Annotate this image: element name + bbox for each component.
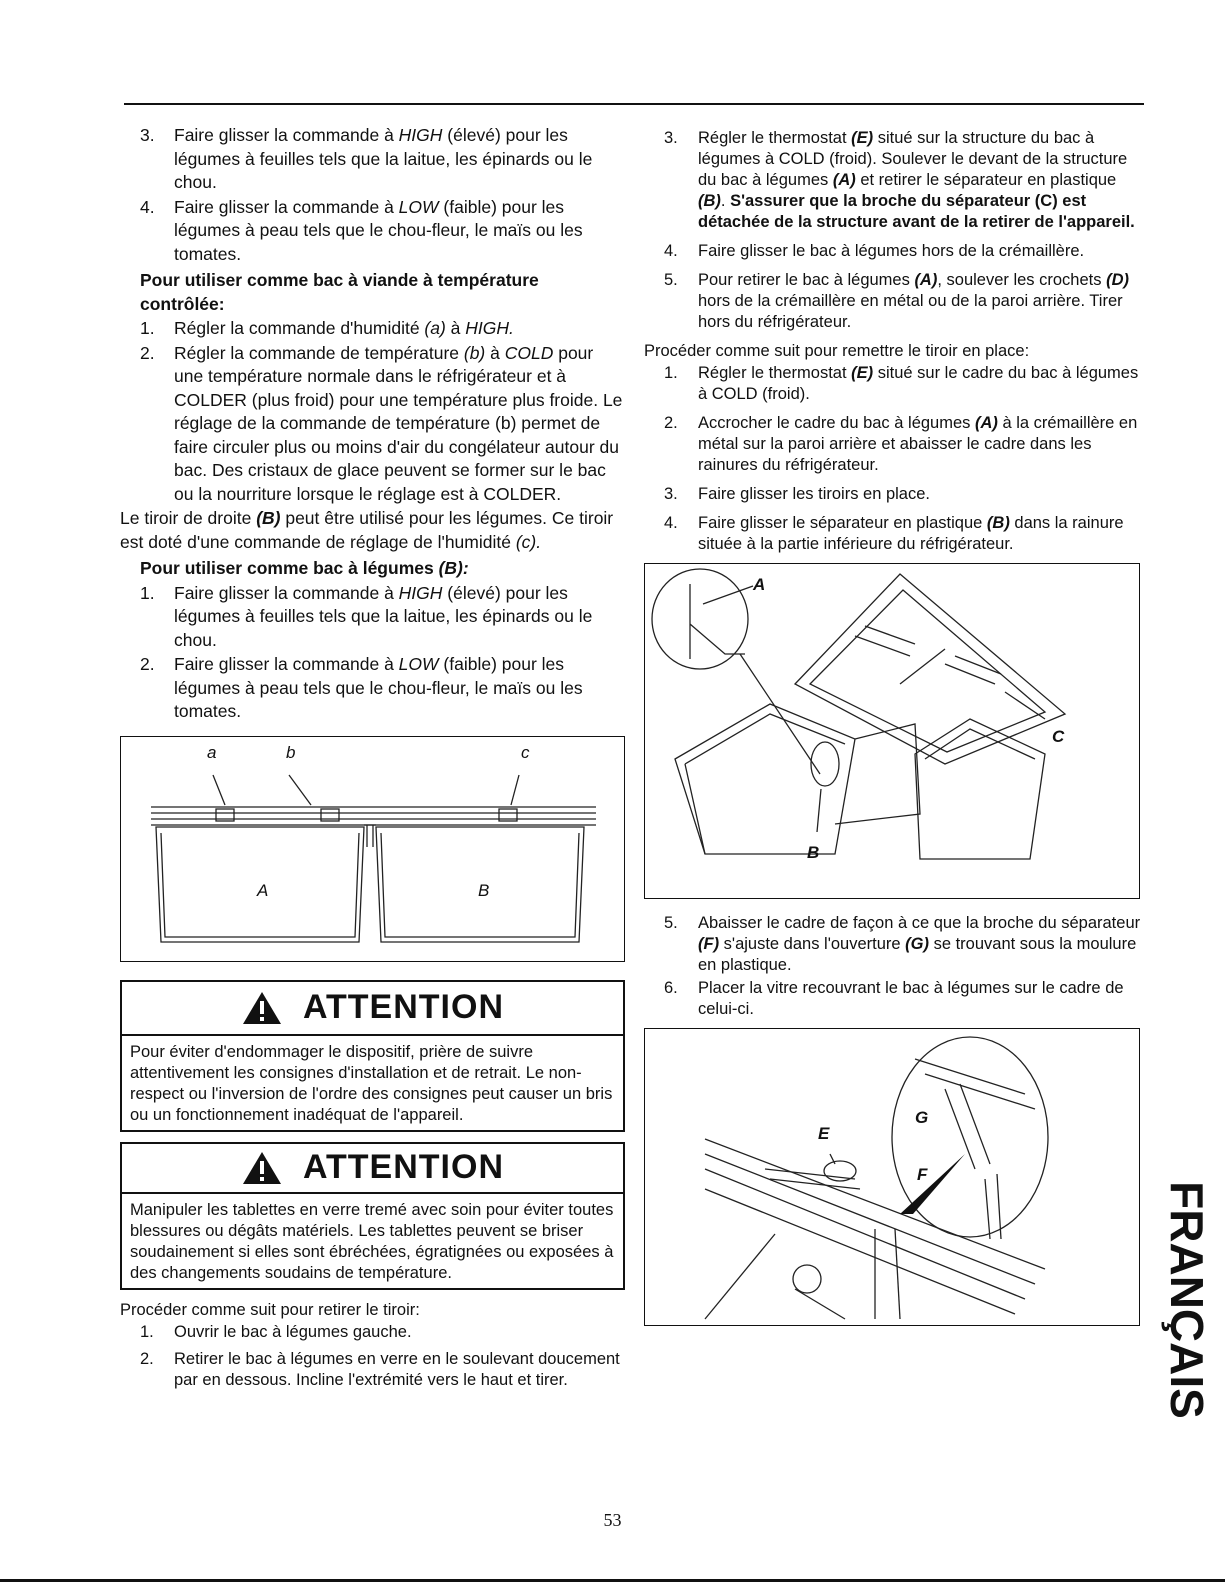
crisper-bins-illustration: [121, 737, 621, 961]
label-e: E: [818, 1124, 830, 1143]
list-item: 3. Régler le thermostat (E) situé sur la structure du bac à légumes à COLD (froid). Soulever le devant de la structure du bac à légumes (A) et retirer le séparateur en plastique (B). S'assurer que la broche du séparateur (C) est détachée de la structure avant de la retirer de l'appareil.: [664, 129, 1135, 231]
label-bin-a: A: [257, 880, 269, 900]
list-item: 4. Faire glisser le séparateur en plastique (B) dans la rainure située à la partie inférieure du réfrigérateur.: [664, 514, 1124, 553]
pointer-arrow: [900, 1154, 965, 1214]
drawer-assembly-figure: [644, 563, 1140, 899]
list-item: 1. Régler la commande d'humidité (a) à HIGH.: [140, 318, 514, 338]
label-f: F: [917, 1165, 928, 1184]
attention-heading: ATTENTION: [122, 982, 623, 1036]
label-b: b: [286, 742, 296, 762]
list-item: 1. Régler le thermostat (E) situé sur le cadre du bac à légumes à COLD (froid).: [664, 364, 1139, 403]
label-b: B: [807, 843, 820, 862]
left-column: [120, 124, 625, 1392]
attention-body: Pour éviter d'endommager le dispositif, prière de suivre attentivement les consignes d'installation et de retrait. Le non-respect ou l'inversion de l'ordre des consignes peut causer un bris ou un fonctionnement inadéquat de l'appareil.: [130, 1042, 613, 1124]
list-item: 3. Faire glisser la commande à HIGH (élevé) pour les légumes à feuilles tels que la laitue, les épinards ou le chou.: [140, 125, 593, 192]
list-item: 5. Abaisser le cadre de façon à ce que la broche du séparateur (F) s'ajuste dans l'ouverture (G) se trouvant sous la moulure en plastique.: [664, 914, 1141, 974]
list-item: 4. Faire glisser la commande à LOW (faible) pour les légumes à peau tels que le chou-fleur, le maïs ou les tomates.: [140, 196, 583, 264]
language-tab: FRANÇAIS: [1161, 1181, 1213, 1419]
list-item: 1. Ouvrir le bac à légumes gauche.: [140, 1322, 412, 1341]
top-rule: [124, 103, 1144, 105]
label-g: G: [915, 1108, 929, 1127]
list-item: 5. Pour retirer le bac à légumes (A), soulever les crochets (D) hors de la crémaillère en métal ou de la paroi arrière. Tirer hors du réfrigérateur.: [664, 271, 1129, 331]
list-item: 4. Faire glisser le bac à légumes hors de la crémaillère.: [664, 242, 1085, 260]
page-number: 53: [603, 1510, 622, 1530]
list-item: 3. Faire glisser les tiroirs en place.: [664, 485, 930, 503]
remove-intro: Procéder comme suit pour retirer le tiroir:: [120, 1300, 420, 1319]
label-a: A: [753, 575, 766, 594]
divider-pin-illustration: [645, 1029, 1139, 1325]
label-a: a: [207, 742, 217, 762]
veg-heading: Pour utiliser comme bac à légumes (B):: [140, 558, 469, 578]
label-c: c: [521, 742, 530, 762]
bottom-rule: [0, 1579, 1225, 1582]
warning-icon: [241, 1150, 283, 1186]
attention-heading: ATTENTION: [122, 1144, 623, 1194]
divider-pin-figure: [644, 1028, 1140, 1326]
list-item: 1. Faire glisser la commande à HIGH (élevé) pour les légumes à feuilles tels que la laitue, les épinards ou le chou.: [140, 582, 593, 650]
list-item: 2. Régler la commande de température (b) à COLD pour une température normale dans le réfrigérateur et à COLDER (plus froid) pour une température plus froide. Le réglage de la commande de température (b) permet de faire circuler plus ou moins d'air du congélateur autour du bac. Des cristaux de glace peuvent se former sur le bac ou la nourriture lorsque le réglage est à COLDER.: [140, 342, 623, 504]
list-item: 6. Placer la vitre recouvrant le bac à légumes sur le cadre de celui-ci.: [664, 979, 1124, 1018]
list-item: 2. Accrocher le cadre du bac à légumes (A) à la crémaillère en métal sur la paroi arrière et abaisser le cadre dans les rainures du réfrigérateur.: [664, 414, 1138, 474]
attention-body: Manipuler les tablettes en verre tremé avec soin pour éviter toutes blessures ou dégâts matériels. Les tablettes peuvent se briser soudainement si elles sont ébréchées, égratignées ou exposées à des changements soudains de température.: [130, 1200, 614, 1282]
drawer-paragraph: Le tiroir de droite (B) peut être utilisé pour les légumes. Ce tiroir est doté d'une commande de réglage de l'humidité (c).: [120, 508, 614, 552]
right-column: [644, 128, 1144, 1340]
label-c: C: [1052, 727, 1065, 746]
label-bin-b: B: [478, 880, 490, 900]
replace-intro: Procéder comme suit pour remettre le tiroir en place:: [644, 342, 1030, 360]
attention-box-1: [120, 980, 625, 1132]
attention-box-2: [120, 1142, 625, 1290]
crisper-bins-figure: [120, 736, 625, 962]
meat-heading: Pour utiliser comme bac à viande à température contrôlée:: [140, 270, 539, 314]
list-item: 2. Retirer le bac à légumes en verre en le soulevant doucement par en dessous. Incline l'extrémité vers le haut et tirer.: [140, 1349, 620, 1389]
drawer-assembly-illustration: [645, 564, 1139, 898]
list-item: 2. Faire glisser la commande à LOW (faible) pour les légumes à peau tels que le chou-fleur, le maïs ou les tomates.: [140, 654, 583, 721]
warning-icon: [241, 990, 283, 1026]
